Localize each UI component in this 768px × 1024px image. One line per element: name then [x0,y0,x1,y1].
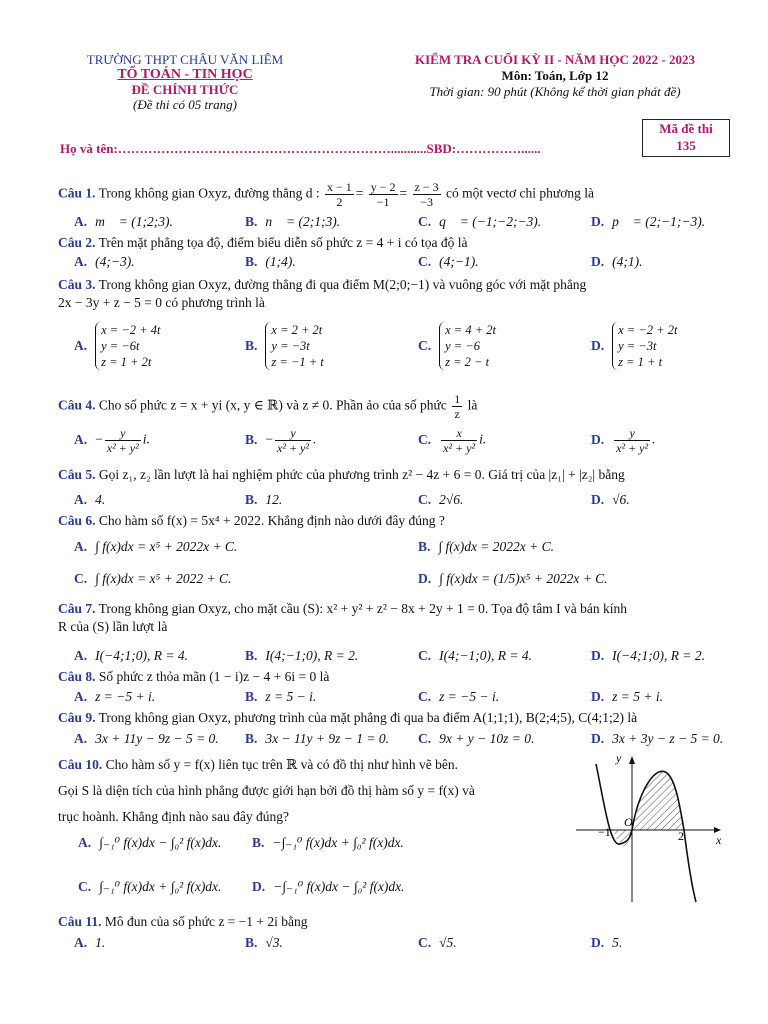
option-d[interactable] [418,570,608,588]
option-text: ∫₋₁⁰ f(x)dx − ∫₀² f(x)dx. [99,835,222,850]
option-b[interactable] [245,730,389,748]
option-c[interactable] [418,934,457,952]
question-label: Câu 9. [58,710,96,725]
option-c[interactable] [418,322,496,370]
option-d[interactable] [591,253,643,271]
function-graph [576,752,726,912]
fraction [452,392,462,421]
time-limit: Thời gian: 90 phút (Không kể thời gian phát đề) [429,84,681,99]
option-letter: A. [74,935,88,950]
option-suffix: i. [142,431,150,447]
option-b[interactable] [418,538,554,556]
question-label: Câu 2. [58,235,96,250]
option-letter: C. [418,431,432,447]
system-line: x = −2 + 4t [101,323,161,337]
question-text: Gọi z₁, z₂ lần lượt là hai nghiệm phức của phương trình z² − 4z + 6 = 0. Giá trị của |z₁| + |z₂| bằng [98,467,625,482]
question-7 [58,600,738,636]
department: TỔ TOÁN - TIN HỌC [117,67,253,82]
question-label: Câu 5. [58,467,96,482]
option-letter: C. [418,492,432,507]
option-letter: D. [591,731,605,746]
option-text: 12. [265,492,283,507]
option-letter: B. [245,935,258,950]
equation-system [265,322,323,370]
frac-num: z − 3 [414,180,439,194]
frac-den: −1 [376,195,390,209]
option-letter: C. [418,254,432,269]
question-11 [58,913,738,931]
question-label: Câu 8. [58,669,96,684]
option-letter: C. [418,648,432,663]
option-d[interactable] [591,322,677,370]
option-letter: A. [74,648,88,663]
option-letter: A. [74,689,88,704]
option-letter: D. [591,431,605,447]
question-label: Câu 10. [58,757,103,772]
system-line: y = −3t [618,339,657,353]
option-letter: A. [78,835,92,850]
option-letter: A. [74,492,88,507]
system-line: x = 2 + 2t [271,323,323,337]
option-suffix: i. [479,431,487,447]
option-letter: B. [245,431,258,447]
option-d[interactable] [591,647,705,665]
option-text: I(−4;1;0), R = 4. [95,648,188,663]
option-c[interactable] [418,730,534,748]
header-right [370,52,740,100]
option-text: 3x − 11y + 9z − 1 = 0. [265,731,389,746]
option-text: ∫ f(x)dx = x⁵ + 2022x + C. [95,539,238,554]
y-axis-arrow [629,756,635,764]
option-letter: B. [245,254,258,269]
option-letter: D. [591,648,605,663]
student-name-line: Họ và tên:………………………………………………………...........SBD:……………...... [60,141,541,156]
question-text: Số phức z thỏa mãn (1 − i)z − 4 + 6i = 0 là [98,669,330,684]
option-c[interactable] [418,688,499,706]
frac-num: y [614,426,650,441]
option-a[interactable] [78,834,221,852]
exam-code-box [642,119,730,157]
option-letter: D. [591,214,605,229]
tick-label-two: 2 [678,829,684,843]
option-text: 5. [612,935,623,950]
option-text: z = −5 − i. [439,689,500,704]
tick-label-minus-one: −1 [598,825,611,839]
exam-title: KIỂM TRA CUỐI KỲ II - NĂM HỌC 2022 - 2023 [415,52,695,67]
option-letter: C. [74,571,88,586]
header-left [60,52,310,112]
option-letter: C. [418,731,432,746]
option-b[interactable] [245,213,340,231]
option-b[interactable] [245,253,296,271]
option-a[interactable] [74,491,105,509]
option-letter: D. [591,338,605,353]
option-text: q⃗ = (−1;−2;−3). [439,214,542,229]
option-letter: B. [252,835,265,850]
option-text: (4;−1). [439,254,479,269]
question-4 [58,392,738,421]
question-text: R của (S) lần lượt là [58,619,168,634]
option-d[interactable] [591,688,663,706]
option-a[interactable] [74,934,105,952]
official-label: ĐỀ CHÍNH THỨC [131,82,239,97]
fraction [614,426,650,455]
system-line: y = −3t [271,339,310,353]
option-letter: D. [591,935,605,950]
option-d[interactable] [591,730,723,748]
option-letter: B. [418,539,431,554]
option-letter: B. [245,492,258,507]
frac-num: y [105,426,141,441]
option-letter: A. [74,338,88,353]
option-c[interactable] [418,426,486,455]
frac-num: x [441,426,477,441]
option-text: −∫₋₁⁰ f(x)dx + ∫₀² f(x)dx. [272,835,404,850]
option-text: 3x + 3y − z − 5 = 0. [612,731,724,746]
option-b[interactable] [245,491,282,509]
option-text: I(4;−1;0), R = 4. [439,648,532,663]
option-text: −∫₋₁⁰ f(x)dx − ∫₀² f(x)dx. [273,879,405,894]
fraction [369,180,398,209]
system-line: z = 2 − t [445,355,490,369]
option-c[interactable] [418,253,479,271]
option-text: 9x + y − 10z = 0. [439,731,535,746]
equation-system [439,322,496,370]
system-line: y = −6t [101,339,140,353]
option-text: ∫ f(x)dx = 2022x + C. [438,539,555,554]
equation-system [95,322,160,370]
option-letter: C. [78,879,92,894]
option-text: p⃗ = (2;−1;−3). [612,214,706,229]
frac-den: x² + y² [106,441,139,455]
option-letter: D. [591,689,605,704]
option-letter: B. [245,648,258,663]
option-text: 3x + 11y − 9z − 5 = 0. [95,731,219,746]
fraction [441,426,477,455]
option-a[interactable] [74,322,160,370]
option-a[interactable] [74,647,188,665]
option-text: I(−4;1;0), R = 2. [612,648,705,663]
y-axis-label: y [616,752,622,765]
system-line: z = 1 + t [618,355,663,369]
option-b[interactable] [245,322,324,370]
option-suffix: . [652,431,656,447]
option-letter: D. [591,254,605,269]
frac-num: y [275,426,311,441]
option-letter: B. [245,214,258,229]
question-label: Câu 7. [58,601,96,616]
option-a[interactable] [74,688,155,706]
question-label: Câu 11. [58,914,102,929]
option-letter: A. [74,214,88,229]
option-a[interactable] [74,213,173,231]
option-letter: C. [418,935,432,950]
option-letter: D. [418,571,432,586]
option-a[interactable] [74,730,219,748]
question-text: Trong không gian Oxyz, đường thẳng đi qua điểm M(2;0;−1) và vuông góc với mặt phẳng [98,277,587,292]
option-text: 2√6. [439,492,464,507]
option-letter: C. [418,214,432,229]
fraction [413,180,441,209]
option-c[interactable] [418,647,532,665]
question-text: Trong không gian Oxyz, phương trình của mặt phẳng đi qua ba điểm A(1;1;1), B(2;4;5), C(4;1;2) là [98,710,638,725]
option-text: √5. [439,935,457,950]
option-text: ∫ f(x)dx = (1/5)x⁵ + 2022x + C. [439,571,608,586]
option-text: 4. [95,492,106,507]
option-letter: D. [252,879,266,894]
fraction [105,426,141,455]
question-10 [58,752,563,830]
option-a[interactable] [74,426,150,455]
x-axis-label: x [716,833,722,847]
school-name: TRƯỜNG THPT CHÂU VĂN LIÊM [86,52,284,67]
question-label: Câu 1. [58,185,96,201]
question-1: Câu 1. Trong không gian Oxyz, đường thẳng d : $\frac{x - 1}{2}$ = $\frac{y - 2}{-1}$ = $\frac{z - 3}{-3}$ có một vectơ chỉ phương là [58,180,594,209]
option-d[interactable] [591,426,655,455]
system-line: y = −6 [445,339,481,353]
system-line: x = −2 + 2t [618,323,678,337]
system-line: z = 1 + 2t [101,355,152,369]
option-letter: B. [245,689,258,704]
option-letter: C. [418,338,432,353]
option-text: √6. [612,492,630,507]
option-b[interactable] [252,834,404,852]
option-text: z = −5 + i. [95,689,156,704]
option-text: (4;1). [612,254,643,269]
question-label: Câu 6. [58,513,96,528]
system-line: z = −1 + t [271,355,324,369]
frac-num: y − 2 [370,180,396,194]
option-text: (1;4). [265,254,296,269]
option-b[interactable] [245,934,283,952]
option-text: m⃗ = (1;2;3). [95,214,173,229]
system-line: x = 4 + 2t [445,323,497,337]
frac-den: x² + y² [277,441,309,455]
option-text: z = 5 − i. [265,689,317,704]
question-text: Trên mặt phẳng tọa độ, điểm biểu diễn số phức z = 4 + i có tọa độ là [98,235,468,250]
option-text: I(4;−1;0), R = 2. [265,648,359,663]
option-text: 1. [95,935,106,950]
option-text: z = 5 + i. [612,689,663,704]
question-5 [58,466,738,484]
option-letter: C. [418,689,432,704]
option-sign: − [265,431,274,447]
option-letter: A. [74,254,88,269]
question-text: có một vectơ chỉ phương là [446,185,594,201]
frac-den: 2 [336,195,343,209]
option-letter: B. [245,338,258,353]
option-text: ∫₋₁⁰ f(x)dx + ∫₀² f(x)dx. [99,879,222,894]
option-d[interactable] [591,491,630,509]
frac-num: x − 1 [326,180,352,194]
option-text: ∫ f(x)dx = x⁵ + 2022 + C. [95,571,232,586]
question-text: Gọi S là diện tích của hình phẳng được giới hạn bởi đồ thị hàm số y = f(x) và [58,783,475,798]
question-text: Trong không gian Oxyz, cho mặt cầu (S): x² + y² + z² − 8x + 2y + 1 = 0. Tọa độ tâm I và bán kính [98,601,628,616]
frac-den: −3 [420,195,433,209]
question-text: Cho hàm số f(x) = 5x⁴ + 2022. Khẳng định nào dưới đây đúng ? [98,513,445,528]
frac-den: x² + y² [616,441,649,455]
question-text: 2x − 3y + z − 5 = 0 có phương trình là [58,295,265,310]
option-b[interactable] [245,647,358,665]
option-d[interactable] [591,934,622,952]
question-2 [58,234,738,252]
equation-system [612,322,677,370]
frac-den: x² + y² [443,441,476,455]
question-6 [58,512,738,530]
option-c[interactable] [78,878,221,896]
option-letter: A. [74,431,88,447]
option-text: (4;−3). [95,254,135,269]
option-letter: A. [74,539,88,554]
question-text: trục hoành. Khẳng định nào sau đây đúng? [58,809,289,824]
option-a[interactable] [74,253,135,271]
question-text: là [467,397,478,413]
option-sign: − [95,431,103,447]
exam-code-label: Mã đề thi [659,121,713,136]
subject: Môn: Toán, Lớp 12 [501,68,609,83]
question-3 [58,276,738,312]
option-b[interactable] [245,426,316,455]
frac-num: 1 [454,392,461,406]
option-d[interactable] [252,878,405,896]
frac-den: z [454,407,460,421]
option-b[interactable] [245,688,316,706]
option-c[interactable] [74,570,231,588]
exam-code-value: 135 [676,138,696,153]
fraction [275,426,311,455]
question-9 [58,709,738,727]
origin-label: O [624,815,633,829]
option-a[interactable] [74,538,237,556]
question-label: Câu 3. [58,277,96,292]
option-d[interactable] [591,213,705,231]
question-text: Cho hàm số y = f(x) liên tục trên ℝ và có đồ thị như hình vẽ bên. [105,757,458,772]
option-letter: D. [591,492,605,507]
option-suffix: . [312,431,317,447]
option-c[interactable] [418,491,463,509]
option-letter: A. [74,731,88,746]
option-c[interactable] [418,213,541,231]
option-text: √3. [265,935,283,950]
question-text: Trong không gian Oxyz, đường thẳng d : [98,185,320,201]
option-text: n⃗ = (2;1;3). [265,214,341,229]
question-text: Cho số phức z = x + yi (x, y ∈ ℝ) và z ≠ 0. Phần ảo của số phức [98,397,447,413]
question-text: Mô đun của số phức z = −1 + 2i bằng [104,914,308,929]
fraction [325,180,354,209]
page-count: (Đề thi có 05 trang) [133,97,237,112]
option-letter: B. [245,731,258,746]
question-8 [58,668,738,686]
question-label: Câu 4. [58,397,96,413]
